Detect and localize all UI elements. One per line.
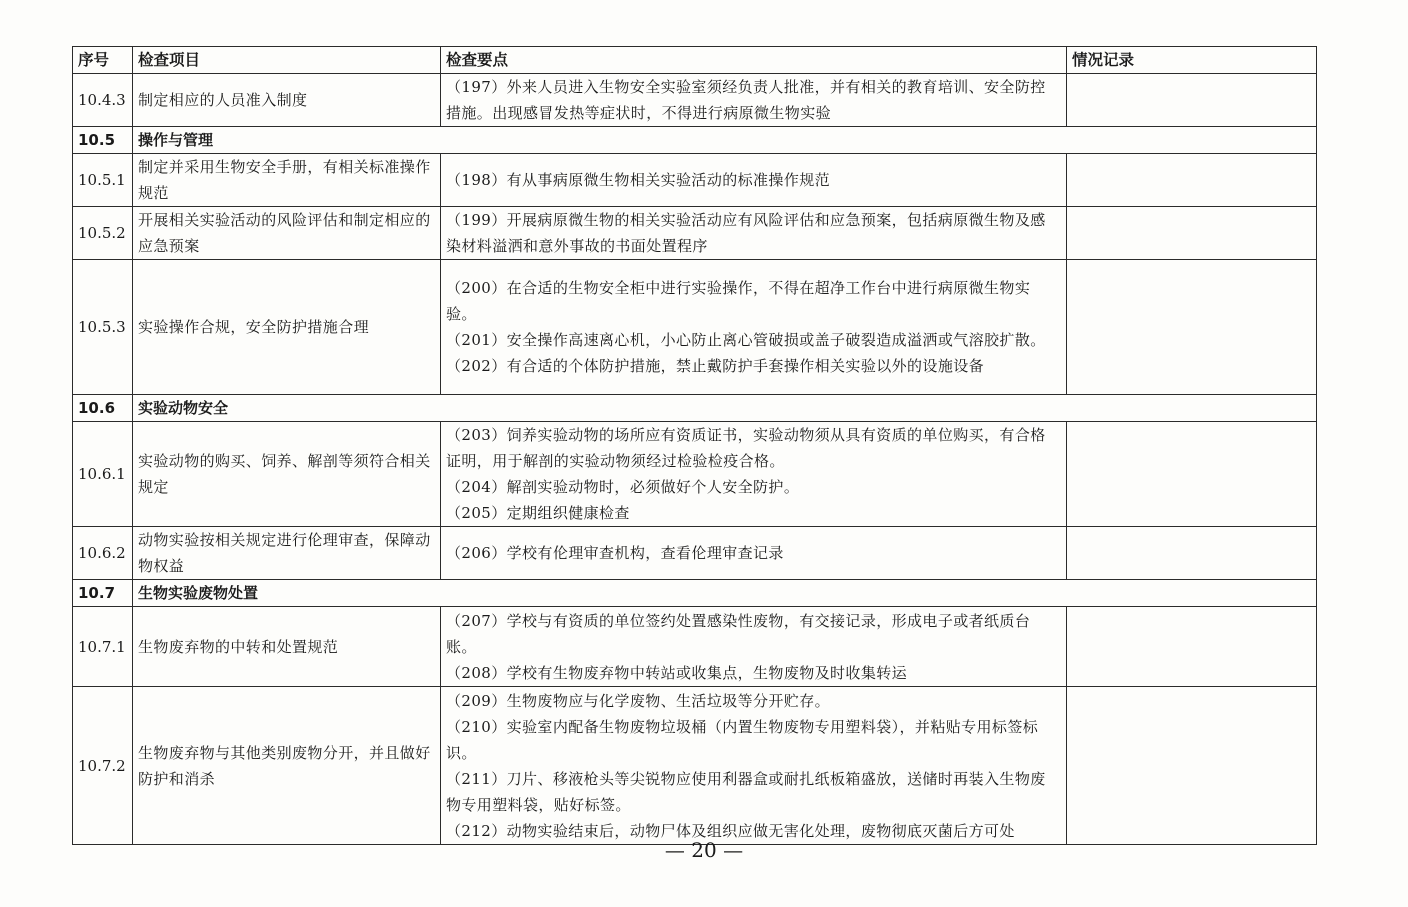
check-point: （197）外来人员进入生物安全实验室须经负责人批准，并有相关的教育培训、安全防控措施。出现感冒发热等症状时，不得进行病原微生物实验	[446, 78, 1046, 122]
row-points	[441, 687, 1067, 845]
row-item: 实验操作合规，安全防护措施合理	[133, 260, 441, 395]
header-no: 序号	[73, 47, 133, 74]
check-point: （200）在合适的生物安全柜中进行实验操作，不得在超净工作台中进行病原微生物实验。	[446, 279, 1031, 323]
table-row	[73, 422, 1317, 527]
check-point: （208）学校有生物废弃物中转站或收集点，生物废物及时收集转运	[446, 663, 908, 682]
section-row	[73, 395, 1317, 422]
check-point: （201）安全操作高速离心机，小心防止离心管破损或盖子破裂造成溢洒或气溶胶扩散。	[446, 331, 1046, 349]
row-points	[441, 74, 1067, 127]
check-point: （207）学校与有资质的单位签约处置感染性废物，有交接记录，形成电子或者纸质台账。	[446, 611, 1031, 656]
section-number: 10.7	[73, 580, 133, 607]
row-number: 10.5.3	[73, 260, 133, 395]
check-point: （198）有从事病原微生物相关实验活动的标准操作规范	[446, 171, 831, 189]
check-point: （202）有合适的个体防护措施，禁止戴防护手套操作相关实验以外的设施设备	[446, 357, 985, 375]
check-point: （205）定期组织健康检查	[446, 504, 630, 522]
table-row	[73, 687, 1317, 845]
row-points	[441, 607, 1067, 687]
inspection-checklist-table	[72, 46, 1317, 845]
row-record	[1067, 527, 1317, 580]
row-number: 10.6.2	[73, 527, 133, 580]
table-row	[73, 74, 1317, 127]
row-item: 制定并采用生物安全手册，有相关标准操作规范	[133, 154, 441, 207]
table-row	[73, 260, 1317, 395]
row-item: 生物废弃物的中转和处置规范	[133, 607, 441, 687]
row-number: 10.7.1	[73, 607, 133, 687]
section-title: 生物实验废物处置	[133, 580, 1317, 607]
row-points	[441, 422, 1067, 527]
section-row	[73, 580, 1317, 607]
row-number: 10.7.2	[73, 687, 133, 845]
header-points: 检查要点	[441, 47, 1067, 74]
row-record	[1067, 154, 1317, 207]
row-record	[1067, 260, 1317, 395]
row-number: 10.5.2	[73, 207, 133, 260]
row-record	[1067, 207, 1317, 260]
table-row	[73, 607, 1317, 687]
row-number: 10.4.3	[73, 74, 133, 127]
row-record	[1067, 422, 1317, 527]
section-number: 10.5	[73, 127, 133, 154]
check-point: （212）动物实验结束后，动物尸体及组织应做无害化处理，废物彻底灭菌后方可处	[446, 821, 1015, 840]
row-item: 动物实验按相关规定进行伦理审查，保障动物权益	[133, 527, 441, 580]
row-number: 10.6.1	[73, 422, 133, 527]
row-record	[1067, 607, 1317, 687]
table-header-row	[73, 47, 1317, 74]
row-record	[1067, 74, 1317, 127]
check-point: （209）生物废物应与化学废物、生活垃圾等分开贮存。	[446, 691, 831, 710]
table-row	[73, 207, 1317, 260]
row-item: 制定相应的人员准入制度	[133, 74, 441, 127]
section-row	[73, 127, 1317, 154]
page-number: — 20 —	[664, 838, 744, 862]
row-points	[441, 260, 1067, 395]
section-number: 10.6	[73, 395, 133, 422]
header-record: 情况记录	[1067, 47, 1317, 74]
section-title: 操作与管理	[133, 127, 1317, 154]
row-item: 生物废弃物与其他类别废物分开，并且做好防护和消杀	[133, 687, 441, 845]
row-points	[441, 207, 1067, 260]
header-item: 检查项目	[133, 47, 441, 74]
check-point: （206）学校有伦理审查机构，查看伦理审查记录	[446, 544, 784, 562]
row-record	[1067, 687, 1317, 845]
check-point: （199）开展病原微生物的相关实验活动应有风险评估和应急预案，包括病原微生物及感染材料溢洒和意外事故的书面处置程序	[446, 211, 1046, 255]
table-row	[73, 527, 1317, 580]
check-point: （204）解剖实验动物时，必须做好个人安全防护。	[446, 478, 800, 496]
section-title: 实验动物安全	[133, 395, 1317, 422]
row-number: 10.5.1	[73, 154, 133, 207]
row-points	[441, 154, 1067, 207]
row-points	[441, 527, 1067, 580]
check-point: （203）饲养实验动物的场所应有资质证书，实验动物须从具有资质的单位购买，有合格证明，用于解剖的实验动物须经过检验检疫合格。	[446, 426, 1046, 470]
row-item: 开展相关实验活动的风险评估和制定相应的应急预案	[133, 207, 441, 260]
row-item: 实验动物的购买、饲养、解剖等须符合相关规定	[133, 422, 441, 527]
table-row	[73, 154, 1317, 207]
check-point: （210）实验室内配备生物废物垃圾桶（内置生物废物专用塑料袋），并粘贴专用标签标识。	[446, 717, 1039, 762]
check-point: （211）刀片、移液枪头等尖锐物应使用利器盒或耐扎纸板箱盛放，送储时再装入生物废物专用塑料袋，贴好标签。	[446, 769, 1046, 814]
